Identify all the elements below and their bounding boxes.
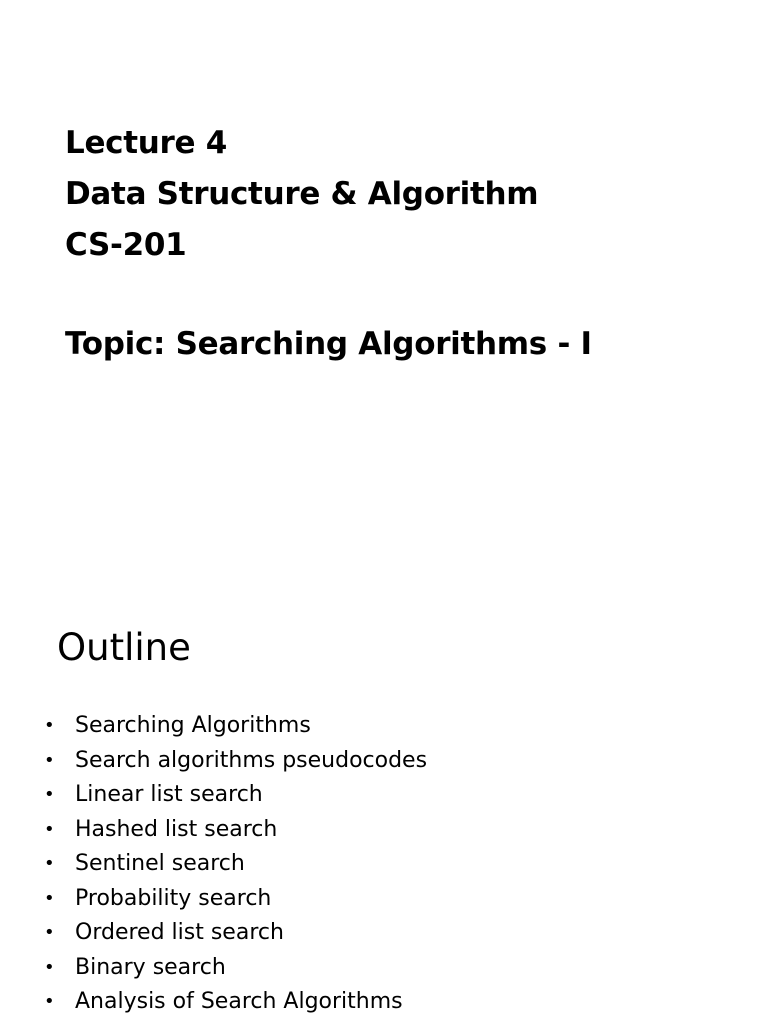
bullet-icon: • bbox=[44, 749, 55, 771]
list-item bbox=[40, 916, 740, 951]
list-item bbox=[40, 951, 740, 986]
lecture-number: Lecture 4 bbox=[65, 125, 228, 161]
topic-title: Topic: Searching Algorithms - I bbox=[65, 326, 592, 362]
list-item bbox=[40, 847, 740, 882]
list-item bbox=[40, 744, 740, 779]
bullet-icon: • bbox=[44, 853, 55, 874]
bullet-icon: • bbox=[44, 784, 55, 805]
list-item bbox=[40, 985, 740, 1020]
bullet-icon: • bbox=[44, 818, 55, 840]
list-item-text: Searching Algorithms bbox=[75, 713, 311, 738]
list-item-text: Hashed list search bbox=[75, 816, 278, 842]
course-code: CS-201 bbox=[65, 227, 187, 263]
bullet-icon: • bbox=[44, 887, 55, 909]
list-item-text: Sentinel search bbox=[75, 851, 245, 876]
bullet-icon: • bbox=[44, 715, 55, 736]
list-item-text: Linear list search bbox=[75, 782, 263, 807]
list-item-text: Probability search bbox=[75, 885, 272, 911]
bullet-icon: • bbox=[44, 991, 55, 1012]
course-name: Data Structure & Algorithm bbox=[65, 176, 539, 212]
outline-heading: Outline bbox=[57, 626, 191, 669]
list-item-text: Binary search bbox=[75, 954, 226, 980]
list-item-text: Ordered list search bbox=[75, 920, 284, 945]
list-item-text: Analysis of Search Algorithms bbox=[75, 989, 403, 1014]
list-item bbox=[40, 709, 740, 744]
list-item bbox=[40, 778, 740, 813]
outline-list bbox=[40, 709, 740, 1020]
bullet-icon: • bbox=[44, 922, 55, 943]
list-item bbox=[40, 813, 740, 848]
list-item-text: Search algorithms pseudocodes bbox=[75, 747, 428, 773]
bullet-icon: • bbox=[44, 956, 55, 978]
list-item bbox=[40, 882, 740, 917]
title-block bbox=[65, 118, 755, 271]
